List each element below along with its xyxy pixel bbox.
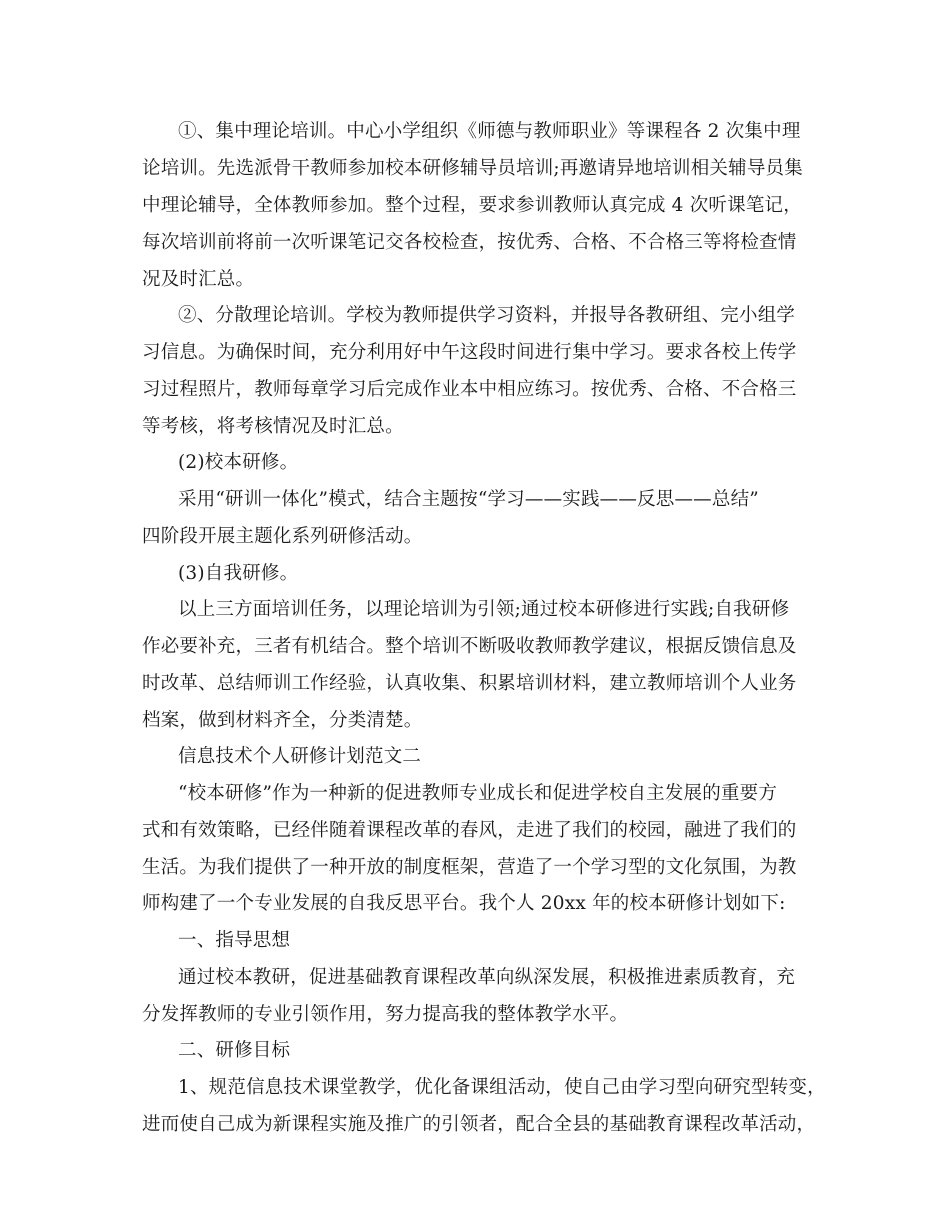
paragraph-line: 式和有效策略，已经伴随着课程改革的春风，走进了我们的校园，融进了我们的 xyxy=(142,820,797,841)
paragraph-line: 以上三方面培训任务，以理论培训为引领;通过校本研修进行实践;自我研修 xyxy=(178,599,790,620)
paragraph-line: ②、分散理论培训。学校为教师提供学习资料，并报导各教研组、完小组学 xyxy=(178,305,796,326)
paragraph-line: 况及时汇总。 xyxy=(142,269,255,290)
section-heading: (2)校本研修。 xyxy=(178,452,299,473)
paragraph-line: 生活。为我们提供了一种开放的制度框架，营造了一个学习型的文化氛围，为教 xyxy=(142,857,797,878)
document-subtitle: 信息技术个人研修计划范文二 xyxy=(178,746,422,767)
paragraph-line: 等考核，将考核情况及时汇总。 xyxy=(142,416,404,437)
section-heading: 一、指导思想 xyxy=(178,930,291,951)
paragraph-line: 分发挥教师的专业引领作用，努力提高我的整体教学水平。 xyxy=(142,1004,629,1025)
paragraph-line: ①、集中理论培训。中心小学组织《师德与教师职业》等课程各 2 次集中理 xyxy=(178,121,801,142)
paragraph-line: 作必要补充，三者有机结合。整个培训不断吸收教师教学建议，根据反馈信息及 xyxy=(142,636,797,657)
paragraph-line: 四阶段开展主题化系列研修活动。 xyxy=(142,526,423,547)
paragraph-line: 通过校本教研，促进基础教育课程改革向纵深发展，积极推进素质教育，充 xyxy=(178,967,796,988)
paragraph-line: 师构建了一个专业发展的自我反思平台。我个人 20xx 年的校本研修计划如下: xyxy=(142,893,786,914)
paragraph-line: 时改革、总结师训工作经验，认真收集、积累培训材料，建立教师培训个人业务 xyxy=(142,673,797,694)
section-heading: 二、研修目标 xyxy=(178,1040,291,1061)
paragraph-line: 中理论辅导，全体教师参加。整个过程，要求参训教师认真完成 4 次听课笔记， xyxy=(142,195,802,216)
section-heading: (3)自我研修。 xyxy=(178,563,299,584)
paragraph-line: 进而使自己成为新课程实施及推广的引领者，配合全县的基础教育课程改革活动， xyxy=(142,1114,816,1135)
paragraph-line: 习过程照片，教师每章学习后完成作业本中相应练习。按优秀、合格、不合格三 xyxy=(142,379,797,400)
paragraph-line: 1、规范信息技术课堂教学，优化备课组活动，使自己由学习型向研究型转变， xyxy=(178,1077,826,1098)
paragraph-line: 档案，做到材料齐全，分类清楚。 xyxy=(142,710,423,731)
paragraph-line: 每次培训前将前一次听课笔记交各校检查，按优秀、合格、不合格三等将检查情 xyxy=(142,232,797,253)
paragraph-line: 采用“研训一体化”模式，结合主题按“学习——实践——反思——总结” xyxy=(178,489,759,510)
paragraph-line: 习信息。为确保时间，充分利用好中午这段时间进行集中学习。要求各校上传学 xyxy=(142,342,797,363)
paragraph-line: 论培训。先选派骨干教师参加校本研修辅导员培训;再邀请异地培训相关辅导员集 xyxy=(142,158,803,179)
paragraph-line: “校本研修”作为一种新的促进教师专业成长和促进学校自主发展的重要方 xyxy=(178,783,778,804)
